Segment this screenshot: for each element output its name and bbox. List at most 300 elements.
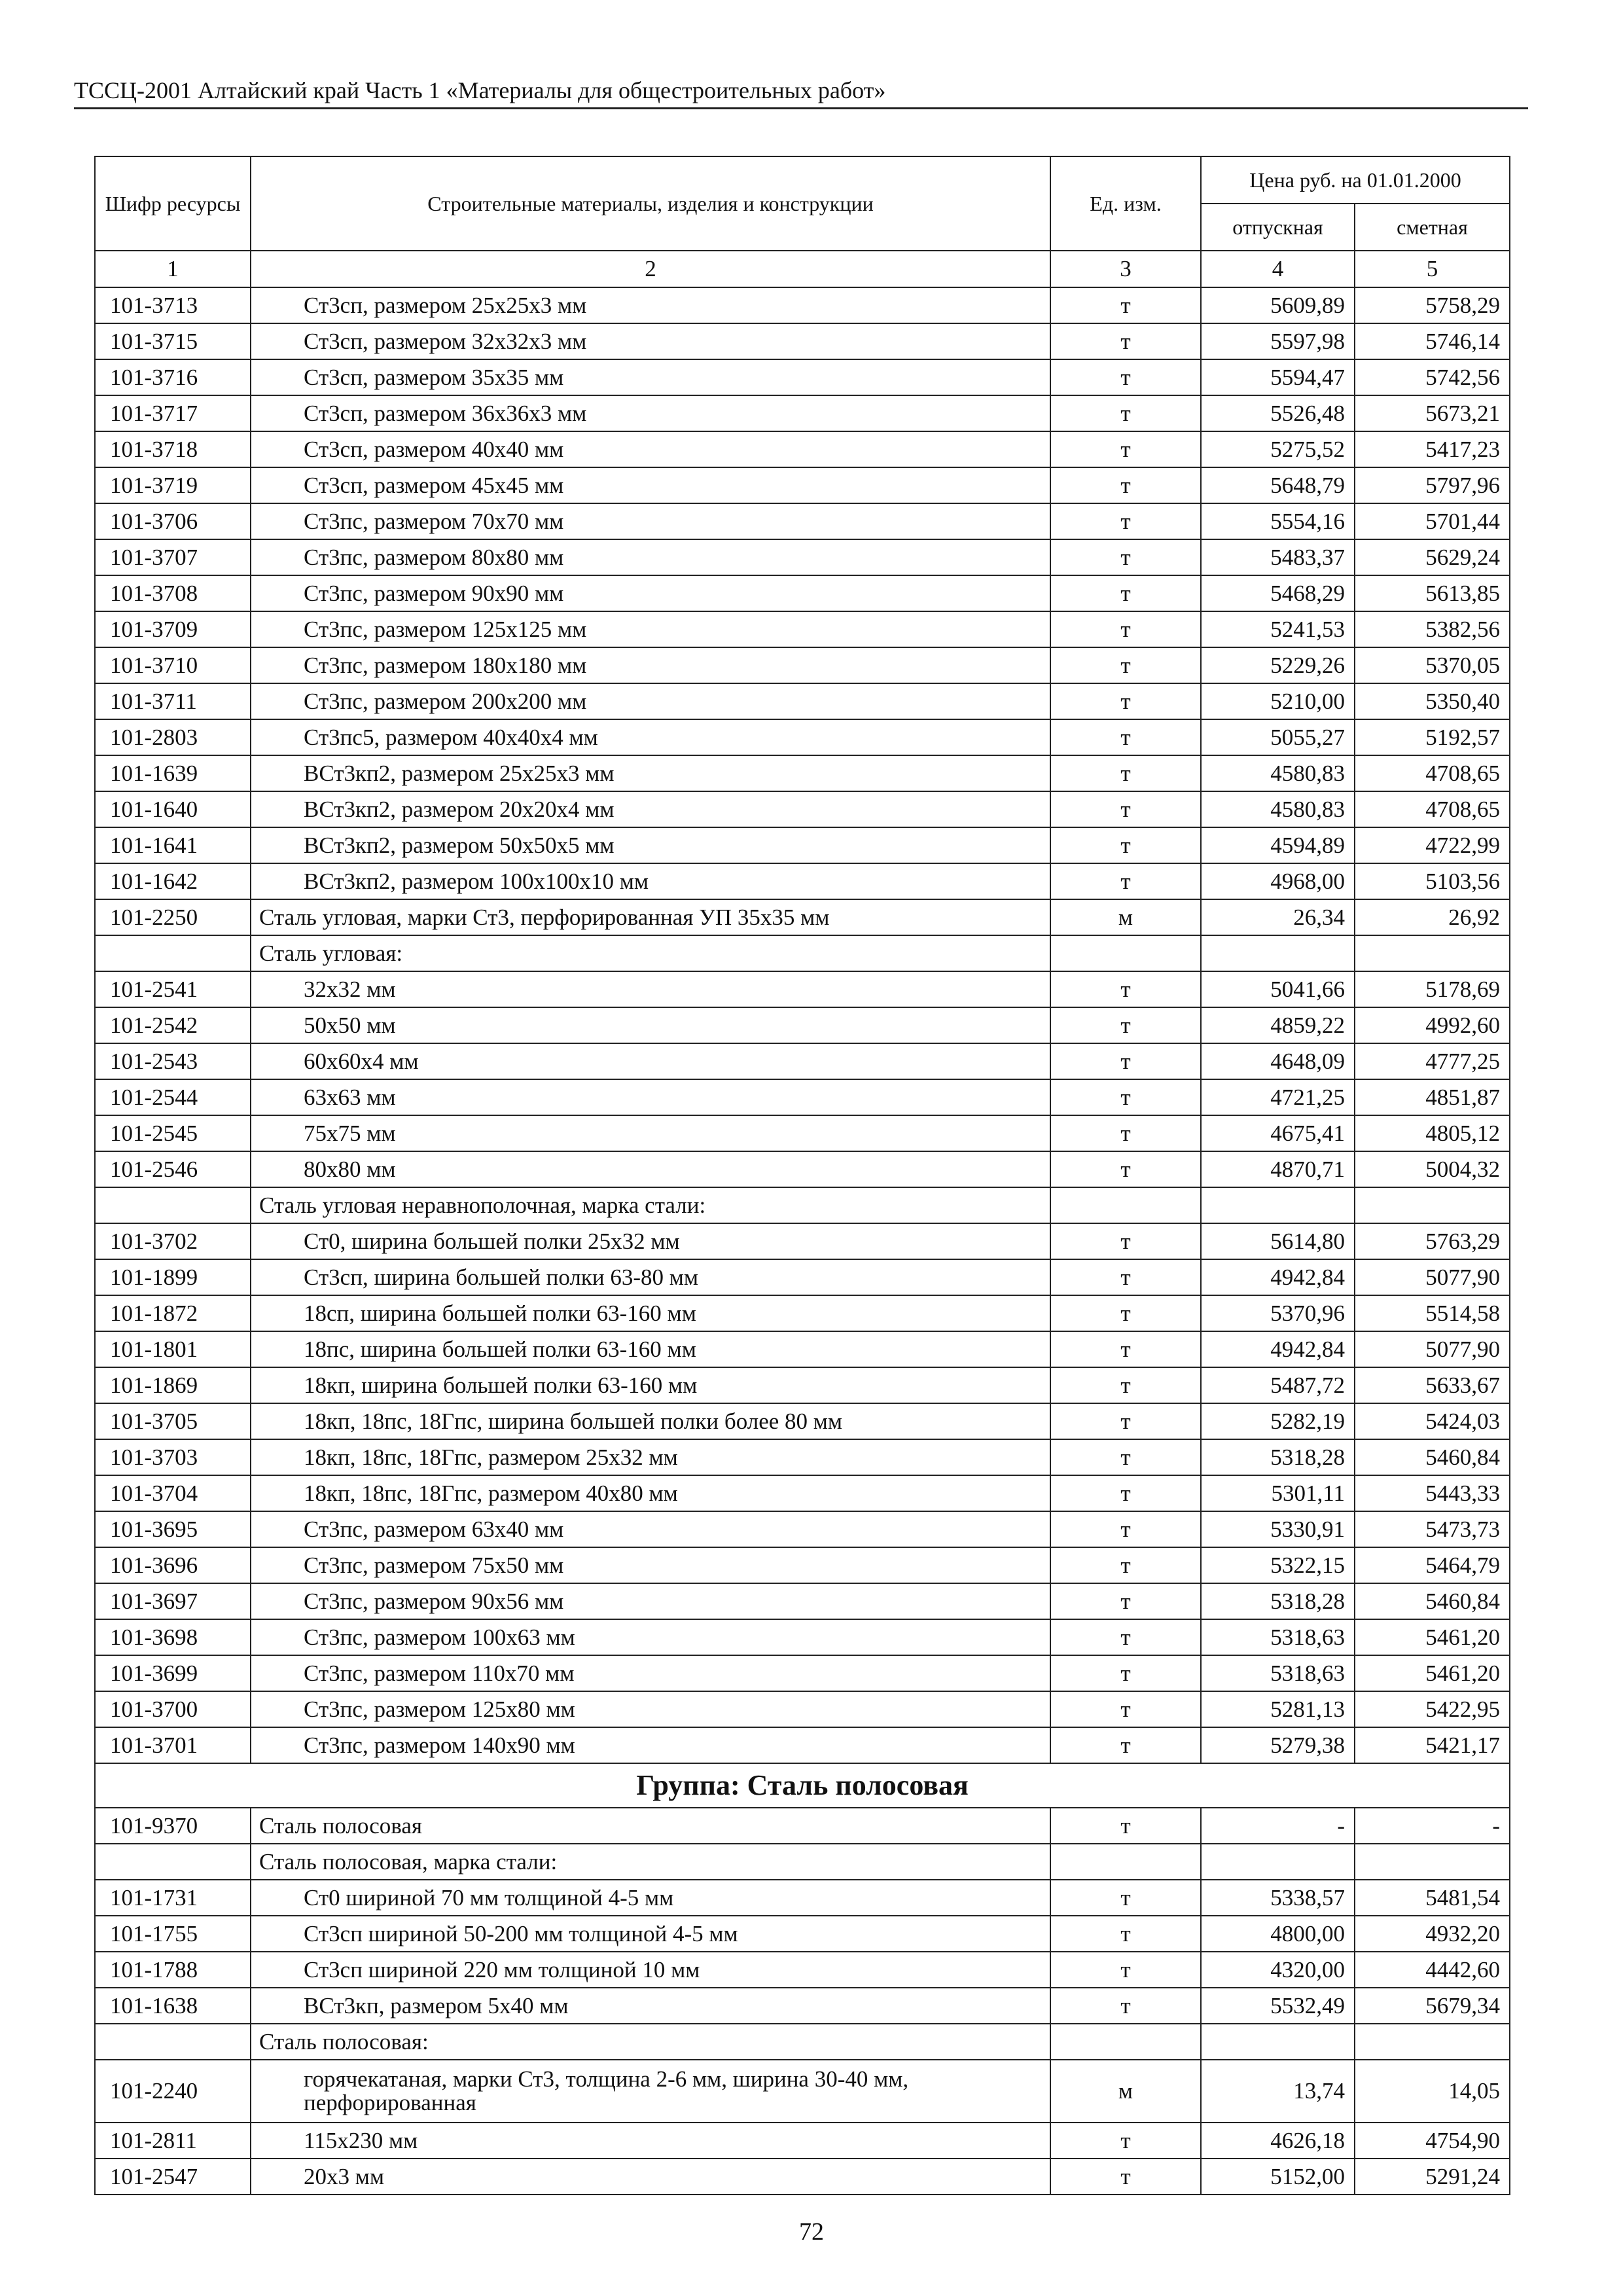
- unit-cell: [1050, 935, 1201, 971]
- estimate-price-cell: 26,92: [1355, 899, 1510, 935]
- estimate-price-cell: 5370,05: [1355, 647, 1510, 683]
- material-name-cell: 18сп, ширина большей полки 63-160 мм: [251, 1295, 1050, 1331]
- material-name-cell: ВСт3кп2, размером 25x25x3 мм: [251, 755, 1050, 791]
- estimate-price-cell: 5291,24: [1355, 2159, 1510, 2195]
- column-header-estimate-price: сметная: [1355, 204, 1510, 251]
- resource-code-cell: 101-2545: [95, 1115, 251, 1151]
- release-price-cell: 5614,80: [1201, 1223, 1355, 1259]
- unit-cell: т: [1050, 1079, 1201, 1115]
- group-heading: Группа: Сталь полосовая: [95, 1763, 1510, 1808]
- unit-cell: т: [1050, 1952, 1201, 1988]
- unit-cell: т: [1050, 395, 1201, 431]
- table-row: [95, 971, 1510, 1007]
- release-price-cell: [1201, 1187, 1355, 1223]
- material-name-cell: Ст3сп, ширина большей полки 63-80 мм: [251, 1259, 1050, 1295]
- material-name-cell: ВСт3кп, размером 5x40 мм: [251, 1988, 1050, 2024]
- release-price-cell: 5338,57: [1201, 1880, 1355, 1916]
- estimate-price-cell: 5422,95: [1355, 1691, 1510, 1727]
- estimate-price-cell: 14,05: [1355, 2060, 1510, 2123]
- release-price-cell: [1201, 2024, 1355, 2060]
- release-price-cell: 5322,15: [1201, 1547, 1355, 1583]
- table-row: [95, 1808, 1510, 1844]
- table-row: [95, 1511, 1510, 1547]
- material-name-cell: Ст3пс, размером 80x80 мм: [251, 539, 1050, 575]
- material-name-cell: 115x230 мм: [251, 2123, 1050, 2159]
- material-name-cell: Ст0, ширина большей полки 25x32 мм: [251, 1223, 1050, 1259]
- release-price-cell: 4800,00: [1201, 1916, 1355, 1952]
- estimate-price-cell: 5178,69: [1355, 971, 1510, 1007]
- resource-code-cell: 101-3715: [95, 323, 251, 359]
- material-name-cell: 63x63 мм: [251, 1079, 1050, 1115]
- release-price-cell: 4580,83: [1201, 755, 1355, 791]
- unit-cell: т: [1050, 827, 1201, 863]
- material-name-cell: Ст3пс, размером 140x90 мм: [251, 1727, 1050, 1763]
- estimate-price-cell: 5673,21: [1355, 395, 1510, 431]
- release-price-cell: 5318,28: [1201, 1439, 1355, 1475]
- release-price-cell: 5554,16: [1201, 503, 1355, 539]
- resource-code-cell: 101-1639: [95, 755, 251, 791]
- estimate-price-cell: [1355, 935, 1510, 971]
- estimate-price-cell: 5758,29: [1355, 287, 1510, 323]
- resource-code-cell: 101-1801: [95, 1331, 251, 1367]
- table-row: [95, 683, 1510, 719]
- release-price-cell: 5282,19: [1201, 1403, 1355, 1439]
- release-price-cell: 5281,13: [1201, 1691, 1355, 1727]
- material-name-cell: ВСт3кп2, размером 20x20x4 мм: [251, 791, 1050, 827]
- unit-cell: т: [1050, 1403, 1201, 1439]
- resource-code-cell: 101-2240: [95, 2060, 251, 2123]
- resource-code-cell: 101-3700: [95, 1691, 251, 1727]
- unit-cell: т: [1050, 719, 1201, 755]
- column-header-name: Строительные материалы, изделия и конструкции: [251, 156, 1050, 251]
- unit-cell: т: [1050, 1511, 1201, 1547]
- column-header-price-group: Цена руб. на 01.01.2000: [1201, 156, 1510, 204]
- material-name-cell: Ст3пс, размером 110x70 мм: [251, 1655, 1050, 1691]
- resource-code-cell: 101-3705: [95, 1403, 251, 1439]
- estimate-price-cell: 5461,20: [1355, 1655, 1510, 1691]
- material-name-cell: Ст3сп, размером 40x40 мм: [251, 431, 1050, 467]
- table-row: [95, 287, 1510, 323]
- material-name-cell: Ст3пс, размером 75x50 мм: [251, 1547, 1050, 1583]
- material-name-cell: Ст3пс, размером 90x56 мм: [251, 1583, 1050, 1619]
- unit-cell: т: [1050, 791, 1201, 827]
- unit-cell: т: [1050, 359, 1201, 395]
- table-row: [95, 503, 1510, 539]
- table-row: [95, 359, 1510, 395]
- material-name-cell: 75x75 мм: [251, 1115, 1050, 1151]
- estimate-price-cell: 4851,87: [1355, 1079, 1510, 1115]
- estimate-price-cell: 5382,56: [1355, 611, 1510, 647]
- table-row: [95, 1043, 1510, 1079]
- unit-cell: т: [1050, 1619, 1201, 1655]
- release-price-cell: 5532,49: [1201, 1988, 1355, 2024]
- resource-code-cell: 101-3718: [95, 431, 251, 467]
- page-number: 72: [799, 2218, 824, 2246]
- estimate-price-cell: 5481,54: [1355, 1880, 1510, 1916]
- unit-cell: т: [1050, 863, 1201, 899]
- release-price-cell: 5055,27: [1201, 719, 1355, 755]
- estimate-price-cell: 5514,58: [1355, 1295, 1510, 1331]
- table-row: [95, 1079, 1510, 1115]
- material-name-cell: Ст3пс, размером 90x90 мм: [251, 575, 1050, 611]
- unit-cell: т: [1050, 1295, 1201, 1331]
- column-number: 4: [1201, 251, 1355, 287]
- table-row: [95, 1367, 1510, 1403]
- table-row: [95, 719, 1510, 755]
- subheading-row: [95, 2024, 1510, 2060]
- column-header-code: Шифр ресурсы: [95, 156, 251, 251]
- table-row: [95, 1007, 1510, 1043]
- estimate-price-cell: 4722,99: [1355, 827, 1510, 863]
- material-name-cell: 50x50 мм: [251, 1007, 1050, 1043]
- table-row: [95, 1655, 1510, 1691]
- unit-cell: м: [1050, 2060, 1201, 2123]
- table-row: [95, 1988, 1510, 2024]
- resource-code-cell: 101-3719: [95, 467, 251, 503]
- table-row: [95, 647, 1510, 683]
- resource-code-cell: 101-3717: [95, 395, 251, 431]
- resource-code-cell: 101-2544: [95, 1079, 251, 1115]
- material-name-cell: Ст3пс, размером 125x125 мм: [251, 611, 1050, 647]
- release-price-cell: [1201, 1844, 1355, 1880]
- estimate-price-cell: 4932,20: [1355, 1916, 1510, 1952]
- release-price-cell: 4675,41: [1201, 1115, 1355, 1151]
- estimate-price-cell: 5077,90: [1355, 1259, 1510, 1295]
- column-number: 1: [95, 251, 251, 287]
- estimate-price-cell: 4442,60: [1355, 1952, 1510, 1988]
- release-price-cell: 5301,11: [1201, 1475, 1355, 1511]
- estimate-price-cell: 5192,57: [1355, 719, 1510, 755]
- estimate-price-cell: -: [1355, 1808, 1510, 1844]
- unit-cell: т: [1050, 971, 1201, 1007]
- estimate-price-cell: 5629,24: [1355, 539, 1510, 575]
- estimate-price-cell: 5461,20: [1355, 1619, 1510, 1655]
- resource-code-cell: 101-3698: [95, 1619, 251, 1655]
- unit-cell: [1050, 2024, 1201, 2060]
- running-title: ТССЦ-2001 Алтайский край Часть 1 «Материалы для общестроительных работ»: [74, 77, 886, 103]
- subheading-row: [95, 1187, 1510, 1223]
- estimate-price-cell: [1355, 1844, 1510, 1880]
- table-row: [95, 755, 1510, 791]
- table-row: [95, 1223, 1510, 1259]
- release-price-cell: 5152,00: [1201, 2159, 1355, 2195]
- release-price-cell: 5468,29: [1201, 575, 1355, 611]
- resource-code-cell: 101-2542: [95, 1007, 251, 1043]
- resource-code-cell: 101-2250: [95, 899, 251, 935]
- resource-code-cell: 101-1638: [95, 1988, 251, 2024]
- table-row: [95, 1259, 1510, 1295]
- resource-code-cell: 101-1899: [95, 1259, 251, 1295]
- table-row: [95, 863, 1510, 899]
- unit-cell: т: [1050, 2123, 1201, 2159]
- release-price-cell: 5241,53: [1201, 611, 1355, 647]
- estimate-price-cell: 5746,14: [1355, 323, 1510, 359]
- material-name-cell: Ст3сп, размером 35x35 мм: [251, 359, 1050, 395]
- material-name-cell: Ст3сп, размером 32x32x3 мм: [251, 323, 1050, 359]
- unit-cell: т: [1050, 1007, 1201, 1043]
- unit-cell: т: [1050, 1691, 1201, 1727]
- release-price-cell: 4870,71: [1201, 1151, 1355, 1187]
- release-price-cell: 4968,00: [1201, 863, 1355, 899]
- table-row: [95, 1952, 1510, 1988]
- table-row: [95, 2123, 1510, 2159]
- resource-code-cell: 101-2546: [95, 1151, 251, 1187]
- unit-cell: т: [1050, 1223, 1201, 1259]
- release-price-cell: 5526,48: [1201, 395, 1355, 431]
- resource-code-cell: 101-3699: [95, 1655, 251, 1691]
- table-row: [95, 1475, 1510, 1511]
- release-price-cell: 4626,18: [1201, 2123, 1355, 2159]
- table-row: [95, 1439, 1510, 1475]
- resource-code-cell: [95, 2024, 251, 2060]
- column-number-row: [95, 251, 1510, 287]
- unit-cell: т: [1050, 1880, 1201, 1916]
- material-name-cell: Ст3сп, размером 45x45 мм: [251, 467, 1050, 503]
- material-name-cell: горячекатаная, марки Ст3, толщина 2-6 мм, ширина 30-40 мм, перфорированная: [251, 2060, 1050, 2123]
- release-price-cell: 4859,22: [1201, 1007, 1355, 1043]
- estimate-price-cell: 5679,34: [1355, 1988, 1510, 2024]
- material-name-cell: 18кп, 18пс, 18Гпс, ширина большей полки более 80 мм: [251, 1403, 1050, 1439]
- unit-cell: т: [1050, 467, 1201, 503]
- table-row: [95, 539, 1510, 575]
- unit-cell: т: [1050, 1331, 1201, 1367]
- release-price-cell: 5318,28: [1201, 1583, 1355, 1619]
- unit-cell: м: [1050, 899, 1201, 935]
- material-name-cell: Ст3сп шириной 50-200 мм толщиной 4-5 мм: [251, 1916, 1050, 1952]
- release-price-cell: 4942,84: [1201, 1331, 1355, 1367]
- table-row: [95, 899, 1510, 935]
- release-price-cell: 5275,52: [1201, 431, 1355, 467]
- resource-code-cell: 101-2547: [95, 2159, 251, 2195]
- estimate-price-cell: [1355, 1187, 1510, 1223]
- resource-code-cell: 101-1642: [95, 863, 251, 899]
- material-name-cell: Ст3пс, размером 100x63 мм: [251, 1619, 1050, 1655]
- material-name-cell: Сталь полосовая: [251, 1808, 1050, 1844]
- estimate-price-cell: 5473,73: [1355, 1511, 1510, 1547]
- estimate-price-cell: 5421,17: [1355, 1727, 1510, 1763]
- estimate-price-cell: 5424,03: [1355, 1403, 1510, 1439]
- table-row: [95, 1151, 1510, 1187]
- release-price-cell: 4594,89: [1201, 827, 1355, 863]
- release-price-cell: [1201, 935, 1355, 971]
- release-price-cell: -: [1201, 1808, 1355, 1844]
- estimate-price-cell: 5633,67: [1355, 1367, 1510, 1403]
- resource-code-cell: 101-3713: [95, 287, 251, 323]
- release-price-cell: 4721,25: [1201, 1079, 1355, 1115]
- release-price-cell: 4320,00: [1201, 1952, 1355, 1988]
- release-price-cell: 5229,26: [1201, 647, 1355, 683]
- release-price-cell: 5330,91: [1201, 1511, 1355, 1547]
- estimate-price-cell: 5763,29: [1355, 1223, 1510, 1259]
- unit-cell: т: [1050, 611, 1201, 647]
- subheading-row: [95, 935, 1510, 971]
- material-name-cell: Ст3пс, размером 63x40 мм: [251, 1511, 1050, 1547]
- unit-cell: т: [1050, 323, 1201, 359]
- release-price-cell: 4580,83: [1201, 791, 1355, 827]
- column-number: 2: [251, 251, 1050, 287]
- estimate-price-cell: 5103,56: [1355, 863, 1510, 899]
- estimate-price-cell: 5797,96: [1355, 467, 1510, 503]
- estimate-price-cell: [1355, 2024, 1510, 2060]
- unit-cell: т: [1050, 539, 1201, 575]
- table-row: [95, 1619, 1510, 1655]
- table-row: [95, 1331, 1510, 1367]
- group-heading-row: [95, 1763, 1510, 1808]
- release-price-cell: 5597,98: [1201, 323, 1355, 359]
- unit-cell: т: [1050, 755, 1201, 791]
- table-row: [95, 1115, 1510, 1151]
- material-name-cell: 80x80 мм: [251, 1151, 1050, 1187]
- resource-code-cell: 101-3708: [95, 575, 251, 611]
- unit-cell: т: [1050, 1547, 1201, 1583]
- estimate-price-cell: 5077,90: [1355, 1331, 1510, 1367]
- resource-code-cell: 101-1869: [95, 1367, 251, 1403]
- material-name-cell: Ст0 шириной 70 мм толщиной 4-5 мм: [251, 1880, 1050, 1916]
- estimate-price-cell: 5460,84: [1355, 1439, 1510, 1475]
- resource-code-cell: 101-3716: [95, 359, 251, 395]
- unit-cell: т: [1050, 575, 1201, 611]
- table-row: [95, 611, 1510, 647]
- resource-code-cell: 101-3703: [95, 1439, 251, 1475]
- unit-cell: т: [1050, 1439, 1201, 1475]
- estimate-price-cell: 5443,33: [1355, 1475, 1510, 1511]
- estimate-price-cell: 4777,25: [1355, 1043, 1510, 1079]
- table-row: [95, 1583, 1510, 1619]
- release-price-cell: 5041,66: [1201, 971, 1355, 1007]
- table-body: [95, 287, 1510, 2195]
- resource-code-cell: 101-3711: [95, 683, 251, 719]
- release-price-cell: 4942,84: [1201, 1259, 1355, 1295]
- material-name-cell: Ст3сп, размером 36x36x3 мм: [251, 395, 1050, 431]
- table-row: [95, 827, 1510, 863]
- resource-code-cell: [95, 1844, 251, 1880]
- estimate-price-cell: 5350,40: [1355, 683, 1510, 719]
- column-header-release-price: отпускная: [1201, 204, 1355, 251]
- unit-cell: т: [1050, 1259, 1201, 1295]
- material-name-cell: Ст3сп, размером 25x25x3 мм: [251, 287, 1050, 323]
- resource-code-cell: 101-2541: [95, 971, 251, 1007]
- material-name-cell: 20x3 мм: [251, 2159, 1050, 2195]
- unit-cell: т: [1050, 1043, 1201, 1079]
- resource-code-cell: 101-3701: [95, 1727, 251, 1763]
- release-price-cell: 26,34: [1201, 899, 1355, 935]
- estimate-price-cell: 4708,65: [1355, 755, 1510, 791]
- resource-code-cell: 101-3706: [95, 503, 251, 539]
- table-row: [95, 1547, 1510, 1583]
- resource-code-cell: 101-3697: [95, 1583, 251, 1619]
- release-price-cell: 5279,38: [1201, 1727, 1355, 1763]
- material-name-cell: Ст3сп шириной 220 мм толщиной 10 мм: [251, 1952, 1050, 1988]
- subheading-cell: Сталь полосовая:: [251, 2024, 1050, 2060]
- resource-code-cell: 101-3696: [95, 1547, 251, 1583]
- resource-code-cell: 101-2811: [95, 2123, 251, 2159]
- resource-code-cell: 101-1872: [95, 1295, 251, 1331]
- table-row: [95, 431, 1510, 467]
- unit-cell: т: [1050, 431, 1201, 467]
- material-name-cell: Ст3пс5, размером 40x40x4 мм: [251, 719, 1050, 755]
- resource-code-cell: 101-2803: [95, 719, 251, 755]
- resource-code-cell: [95, 935, 251, 971]
- material-name-cell: ВСт3кп2, размером 100x100x10 мм: [251, 863, 1050, 899]
- column-header-unit: Ед. изм.: [1050, 156, 1201, 251]
- resource-code-cell: 101-1731: [95, 1880, 251, 1916]
- resource-code-cell: 101-3709: [95, 611, 251, 647]
- material-name-cell: 60x60x4 мм: [251, 1043, 1050, 1079]
- material-name-cell: Ст3пс, размером 125x80 мм: [251, 1691, 1050, 1727]
- unit-cell: [1050, 1844, 1201, 1880]
- material-name-cell: ВСт3кп2, размером 50x50x5 мм: [251, 827, 1050, 863]
- table-row: [95, 467, 1510, 503]
- unit-cell: т: [1050, 287, 1201, 323]
- release-price-cell: 5648,79: [1201, 467, 1355, 503]
- column-number: 5: [1355, 251, 1510, 287]
- subheading-cell: Сталь угловая неравнополочная, марка стали:: [251, 1187, 1050, 1223]
- table-header-row: [95, 156, 1510, 204]
- table-row: [95, 1295, 1510, 1331]
- subheading-row: [95, 1844, 1510, 1880]
- release-price-cell: 4648,09: [1201, 1043, 1355, 1079]
- resource-code-cell: 101-9370: [95, 1808, 251, 1844]
- price-table: [94, 156, 1510, 2195]
- resource-code-cell: 101-1641: [95, 827, 251, 863]
- estimate-price-cell: 5464,79: [1355, 1547, 1510, 1583]
- unit-cell: т: [1050, 2159, 1201, 2195]
- resource-code-cell: 101-3710: [95, 647, 251, 683]
- unit-cell: т: [1050, 1367, 1201, 1403]
- resource-code-cell: [95, 1187, 251, 1223]
- price-table-container: [94, 156, 1509, 2195]
- material-name-cell: 18кп, ширина большей полки 63-160 мм: [251, 1367, 1050, 1403]
- unit-cell: т: [1050, 1583, 1201, 1619]
- estimate-price-cell: 5004,32: [1355, 1151, 1510, 1187]
- unit-cell: т: [1050, 647, 1201, 683]
- material-name-cell: Ст3пс, размером 70x70 мм: [251, 503, 1050, 539]
- material-name-cell: Ст3пс, размером 200x200 мм: [251, 683, 1050, 719]
- unit-cell: т: [1050, 503, 1201, 539]
- material-name-cell: Ст3пс, размером 180x180 мм: [251, 647, 1050, 683]
- resource-code-cell: 101-1755: [95, 1916, 251, 1952]
- release-price-cell: 13,74: [1201, 2060, 1355, 2123]
- resource-code-cell: 101-3702: [95, 1223, 251, 1259]
- material-name-cell: 32x32 мм: [251, 971, 1050, 1007]
- running-header: [74, 73, 1528, 109]
- resource-code-cell: 101-3695: [95, 1511, 251, 1547]
- table-row: [95, 395, 1510, 431]
- unit-cell: т: [1050, 1988, 1201, 2024]
- material-name-cell: Сталь угловая, марки Ст3, перфорированная УП 35x35 мм: [251, 899, 1050, 935]
- subheading-cell: Сталь полосовая, марка стали:: [251, 1844, 1050, 1880]
- release-price-cell: 5318,63: [1201, 1655, 1355, 1691]
- resource-code-cell: 101-1788: [95, 1952, 251, 1988]
- estimate-price-cell: 4805,12: [1355, 1115, 1510, 1151]
- column-number: 3: [1050, 251, 1201, 287]
- release-price-cell: 5210,00: [1201, 683, 1355, 719]
- material-name-cell: 18пс, ширина большей полки 63-160 мм: [251, 1331, 1050, 1367]
- unit-cell: т: [1050, 1115, 1201, 1151]
- unit-cell: т: [1050, 1151, 1201, 1187]
- estimate-price-cell: 5460,84: [1355, 1583, 1510, 1619]
- table-row: [95, 575, 1510, 611]
- estimate-price-cell: 5417,23: [1355, 431, 1510, 467]
- unit-cell: т: [1050, 1916, 1201, 1952]
- release-price-cell: 5318,63: [1201, 1619, 1355, 1655]
- unit-cell: т: [1050, 1808, 1201, 1844]
- resource-code-cell: 101-3704: [95, 1475, 251, 1511]
- estimate-price-cell: 4708,65: [1355, 791, 1510, 827]
- resource-code-cell: 101-1640: [95, 791, 251, 827]
- resource-code-cell: 101-2543: [95, 1043, 251, 1079]
- estimate-price-cell: 5613,85: [1355, 575, 1510, 611]
